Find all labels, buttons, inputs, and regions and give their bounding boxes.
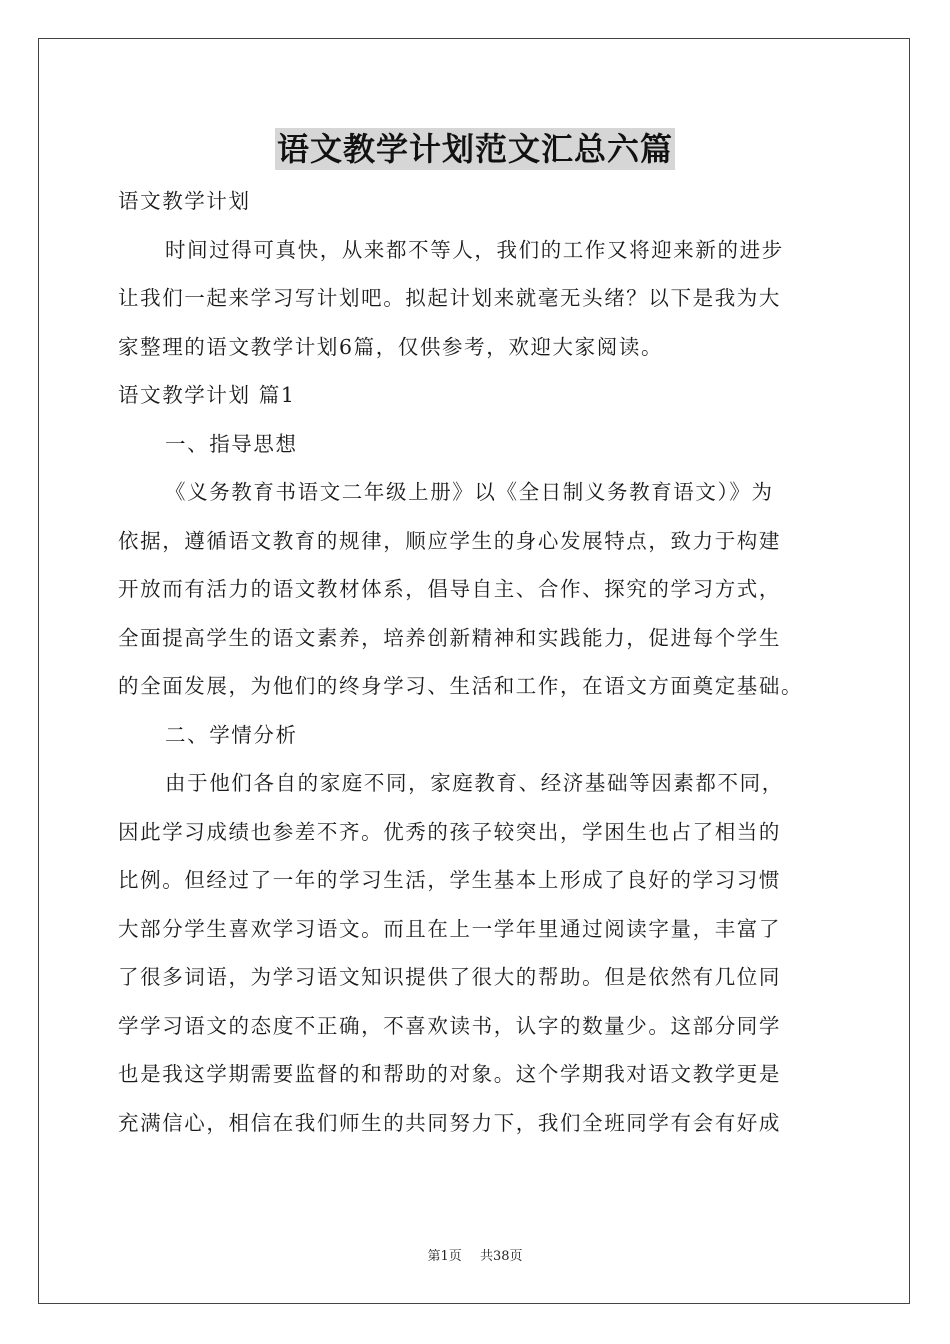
text-line: 学学习语文的态度不正确，不喜欢读书，认字的数量少。这部分同学 bbox=[118, 1013, 781, 1038]
text-line: 家整理的语文教学计划6篇，仅供参考，欢迎大家阅读。 bbox=[118, 334, 664, 359]
text-line: 充满信心，相信在我们师生的共同努力下，我们全班同学有会有好成 bbox=[118, 1110, 781, 1135]
text-line: 的全面发展，为他们的终身学习、生活和工作，在语文方面奠定基础。 bbox=[118, 674, 804, 698]
text-line: 因此学习成绩也参差不齐。优秀的孩子较突出，学困生也占了相当的 bbox=[118, 819, 781, 844]
page-total: 共38页 bbox=[479, 1249, 523, 1264]
page-number: 第1页 bbox=[427, 1249, 462, 1264]
text-line: 一、指导思想 bbox=[165, 431, 298, 456]
text-line: 由于他们各自的家庭不同，家庭教育、经济基础等因素都不同， bbox=[165, 771, 784, 795]
text-line: 让我们一起来学习写计划吧。拟起计划来就毫无头绪？以下是我为大 bbox=[118, 286, 781, 310]
text-line: 也是我这学期需要监督的和帮助的对象。这个学期我对语文教学更是 bbox=[118, 1062, 781, 1086]
text-line: 了很多词语，为学习语文知识提供了很大的帮助。但是依然有几位同 bbox=[118, 965, 781, 989]
text-line: 大部分学生喜欢学习语文。而且在上一学年里通过阅读字量，丰富了 bbox=[118, 916, 781, 941]
text-line: 依据，遵循语文教育的规律，顺应学生的身心发展特点，致力于构建 bbox=[118, 528, 781, 553]
text-line: 《义务教育书语文二年级上册》以《全日制义务教育语文）》为 bbox=[165, 480, 774, 504]
text-line: 二、学情分析 bbox=[165, 722, 298, 747]
text-line: 时间过得可真快，从来都不等人，我们的工作又将迎来新的进步 bbox=[165, 237, 784, 262]
title-wrap bbox=[0, 128, 950, 170]
text-line: 比例。但经过了一年的学习生活，学生基本上形成了良好的学习习惯 bbox=[118, 868, 781, 892]
document-body bbox=[118, 177, 838, 1147]
text-line: 全面提高学生的语文素养，培养创新精神和实践能力，促进每个学生 bbox=[118, 625, 781, 650]
document-title: 语文教学计划范文汇总六篇 bbox=[276, 130, 673, 168]
page-footer bbox=[0, 1245, 950, 1264]
text-line: 语文教学计划 篇1 bbox=[118, 383, 296, 407]
text-line: 开放而有活力的语文教材体系，倡导自主、合作、探究的学习方式， bbox=[118, 577, 781, 601]
text-line: 语文教学计划 bbox=[118, 189, 251, 213]
